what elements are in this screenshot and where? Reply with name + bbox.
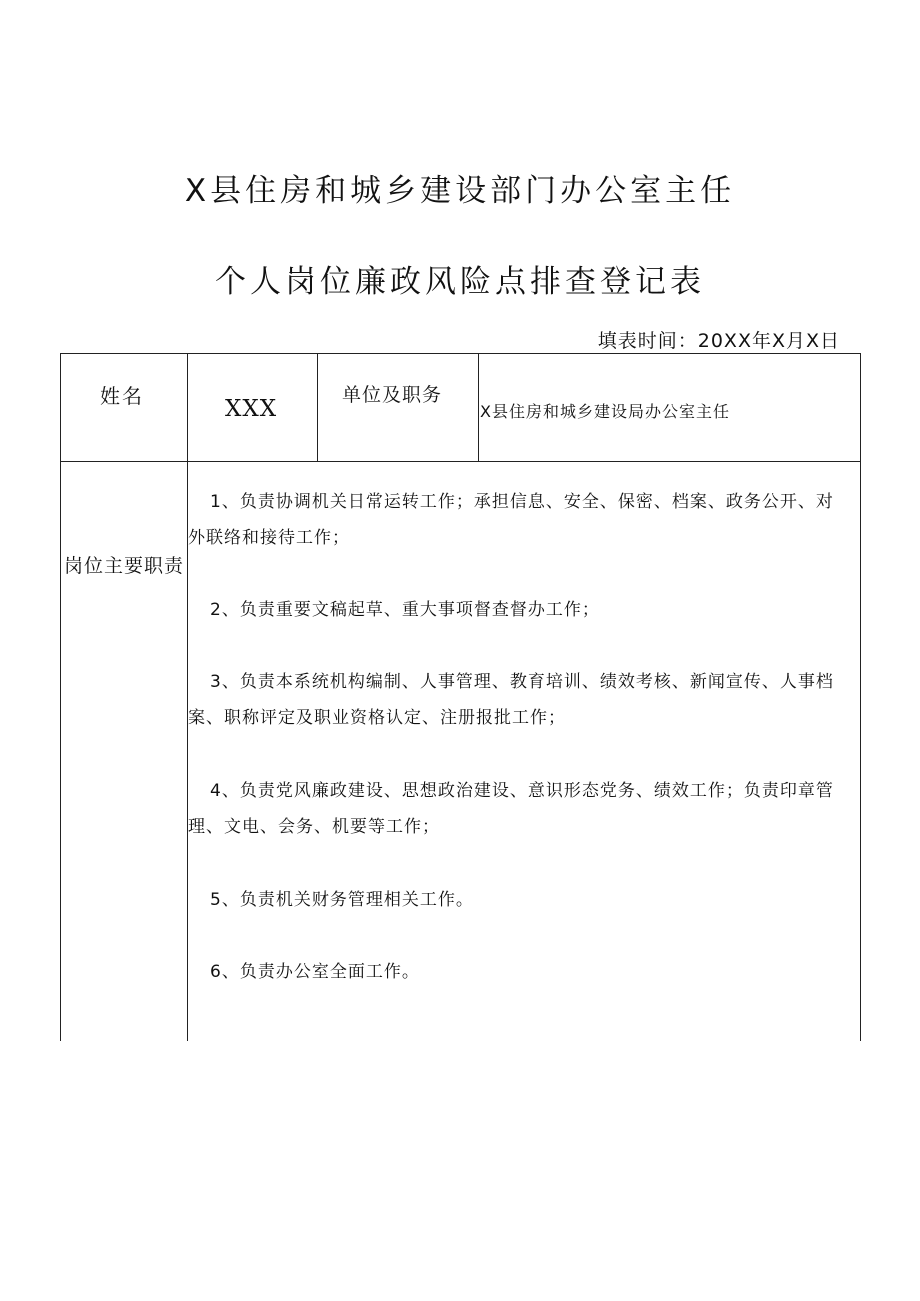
duty-item: 6、负责办公室全面工作。	[210, 962, 420, 982]
duty-item: 3、负责本系统机构编制、人事管理、教育培训、绩效考核、新闻宣传、人事档案、职称评定及职业资格认定、注册报批工作；	[188, 672, 834, 728]
table-row-divider	[60, 461, 861, 462]
table-col-divider-3	[478, 353, 479, 461]
name-value: XXX	[225, 396, 278, 422]
page-title-line-1: X县住房和城乡建设部门办公室主任	[184, 173, 736, 209]
table-right-border	[860, 353, 861, 1041]
unit-position-value: X县住房和城乡建设局办公室主任	[480, 402, 730, 421]
name-label: 姓名	[100, 384, 144, 408]
unit-position-label: 单位及职务	[342, 384, 443, 406]
main-duties-label: 岗位主要职责	[63, 555, 184, 577]
duty-item: 5、负责机关财务管理相关工作。	[210, 890, 474, 910]
fill-date: 填表时间：20XX年X月X日	[597, 330, 840, 352]
page-title-line-2: 个人岗位廉政风险点排查登记表	[215, 264, 705, 300]
duty-item: 4、负责党风廉政建设、思想政治建设、意识形态党务、绩效工作；负责印章管理、文电、会务、机要等工作；	[188, 781, 834, 837]
duty-item: 2、负责重要文稿起草、重大事项督查督办工作；	[210, 600, 600, 620]
table-col-divider-2	[317, 353, 318, 461]
table-top-border	[60, 353, 861, 354]
table-left-border	[60, 353, 61, 1041]
duty-item: 1、负责协调机关日常运转工作；承担信息、安全、保密、档案、政务公开、对外联络和接待工作；	[188, 492, 834, 548]
